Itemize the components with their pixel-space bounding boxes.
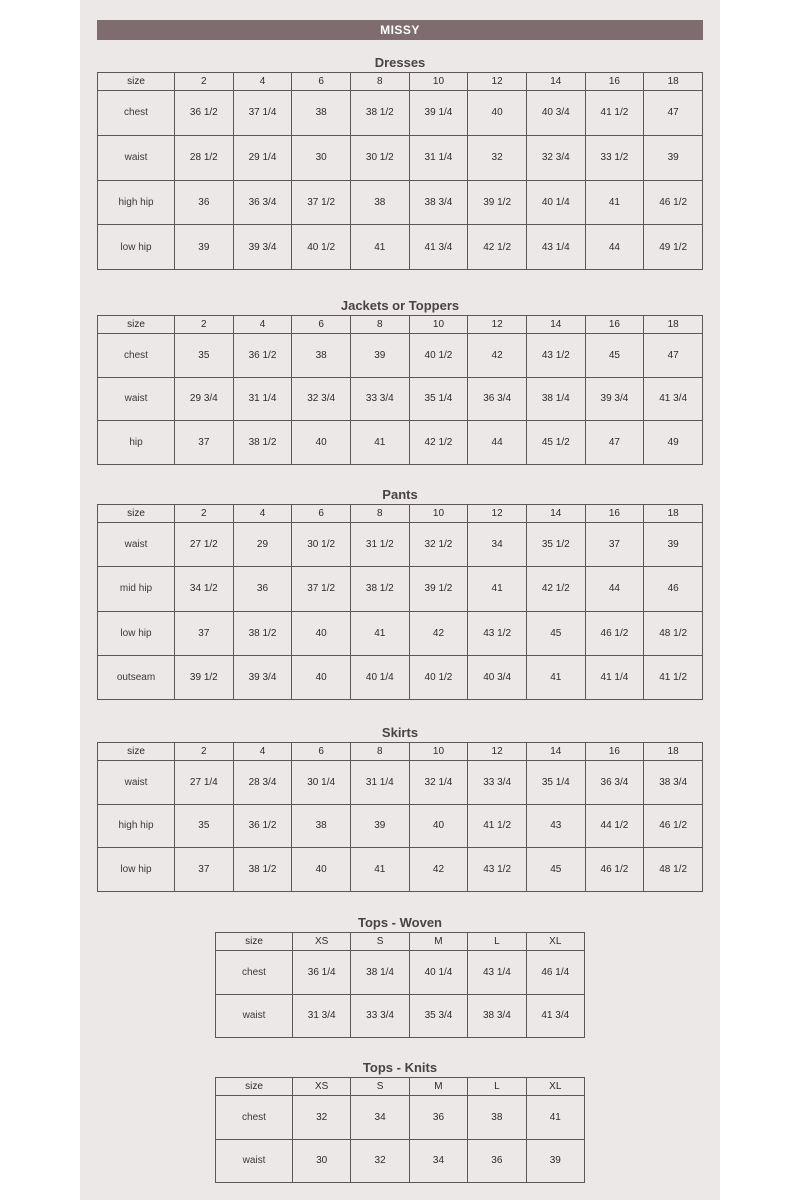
size-column-header: XL (526, 933, 584, 951)
measurement-value: 41 1/2 (644, 655, 703, 699)
measurement-value: 31 1/2 (350, 523, 409, 567)
measurement-value: 42 (409, 611, 468, 655)
table-row (216, 994, 585, 1038)
measurement-value: 45 (585, 334, 644, 378)
measurement-value: 42 1/2 (468, 225, 527, 270)
measurement-value: 36 1/2 (233, 804, 292, 848)
measurement-label: high hip (98, 804, 175, 848)
measurement-value: 35 3/4 (409, 994, 467, 1038)
measurement-value: 39 (350, 334, 409, 378)
table-header-row (216, 933, 585, 951)
measurement-value: 40 1/4 (526, 180, 585, 225)
measurement-value: 41 3/4 (644, 377, 703, 421)
measurement-value: 38 3/4 (644, 761, 703, 805)
measurement-value: 38 1/2 (233, 421, 292, 465)
measurement-value: 44 (585, 567, 644, 611)
measurement-value: 33 1/2 (585, 135, 644, 180)
table-row (98, 334, 703, 378)
measurement-value: 39 (644, 523, 703, 567)
measurement-value: 32 (351, 1139, 409, 1183)
measurement-value: 46 1/2 (644, 804, 703, 848)
measurement-value: 36 1/4 (293, 951, 351, 995)
measurement-value: 30 1/2 (350, 135, 409, 180)
measurement-label: hip (98, 421, 175, 465)
table-header-row (98, 316, 703, 334)
measurement-value: 41 (350, 421, 409, 465)
measurement-value: 40 3/4 (468, 655, 527, 699)
measurement-label: waist (98, 761, 175, 805)
measurement-value: 30 (292, 135, 351, 180)
measurement-value: 38 (292, 804, 351, 848)
size-column-header: 6 (292, 743, 351, 761)
measurement-value: 31 1/4 (409, 135, 468, 180)
size-column-header: 2 (175, 505, 234, 523)
measurement-value: 38 1/2 (350, 91, 409, 136)
measurement-value: 27 1/4 (175, 761, 234, 805)
size-column-header: 2 (175, 316, 234, 334)
measurement-value: 41 (585, 180, 644, 225)
measurement-value: 40 1/2 (409, 334, 468, 378)
measurement-value: 34 (468, 523, 527, 567)
measurement-value: 45 (526, 611, 585, 655)
size-column-header: 12 (468, 316, 527, 334)
measurement-value: 37 (585, 523, 644, 567)
section-title-dresses: Dresses (374, 55, 426, 70)
size-column-header: 8 (350, 505, 409, 523)
measurement-value: 40 1/2 (292, 225, 351, 270)
measurement-value: 40 (292, 421, 351, 465)
measurement-value: 46 1/2 (644, 180, 703, 225)
size-column-header: 12 (468, 743, 527, 761)
measurement-value: 48 1/2 (644, 611, 703, 655)
table-row (98, 225, 703, 270)
measurement-value: 40 1/4 (350, 655, 409, 699)
measurement-value: 39 1/2 (409, 567, 468, 611)
measurement-value: 41 (526, 1096, 584, 1140)
measurement-value: 36 1/2 (175, 91, 234, 136)
size-column-header: XS (293, 1078, 351, 1096)
measurement-value: 41 3/4 (409, 225, 468, 270)
measurement-value: 42 1/2 (526, 567, 585, 611)
measurement-value: 33 3/4 (351, 994, 409, 1038)
size-column-header: 16 (585, 743, 644, 761)
measurement-value: 39 (350, 804, 409, 848)
measurement-value: 41 (350, 611, 409, 655)
size-column-header: 4 (233, 743, 292, 761)
size-column-header: 14 (526, 73, 585, 91)
table-tops-woven (215, 932, 585, 1038)
measurement-value: 41 1/4 (585, 655, 644, 699)
measurement-value: 30 1/4 (292, 761, 351, 805)
measurement-label: high hip (98, 180, 175, 225)
measurement-value: 40 3/4 (526, 91, 585, 136)
measurement-value: 38 1/2 (233, 611, 292, 655)
section-title-skirts: Skirts (381, 725, 419, 740)
measurement-value: 46 (644, 567, 703, 611)
measurement-value: 45 (526, 848, 585, 892)
size-column-header: 6 (292, 505, 351, 523)
table-row (98, 180, 703, 225)
measurement-value: 33 3/4 (468, 761, 527, 805)
measurement-value: 32 (468, 135, 527, 180)
table-row (98, 135, 703, 180)
measurement-value: 39 1/2 (175, 655, 234, 699)
size-header-cell: size (98, 505, 175, 523)
measurement-value: 34 (409, 1139, 467, 1183)
size-column-header: 12 (468, 73, 527, 91)
measurement-value: 32 3/4 (292, 377, 351, 421)
table-row (98, 804, 703, 848)
size-column-header: 10 (409, 743, 468, 761)
measurement-value: 35 1/2 (526, 523, 585, 567)
measurement-value: 36 (409, 1096, 467, 1140)
size-column-header: L (468, 1078, 526, 1096)
measurement-value: 44 (585, 225, 644, 270)
size-header-cell: size (98, 743, 175, 761)
measurement-value: 32 3/4 (526, 135, 585, 180)
size-header-cell: size (216, 933, 293, 951)
measurement-value: 43 1/2 (468, 611, 527, 655)
size-column-header: M (409, 933, 467, 951)
measurement-value: 40 1/2 (409, 655, 468, 699)
measurement-label: waist (216, 994, 293, 1038)
measurement-value: 46 1/4 (526, 951, 584, 995)
size-column-header: 6 (292, 73, 351, 91)
measurement-value: 37 (175, 421, 234, 465)
measurement-label: waist (98, 135, 175, 180)
size-column-header: 18 (644, 505, 703, 523)
measurement-value: 37 1/4 (233, 91, 292, 136)
measurement-value: 43 1/4 (468, 951, 526, 995)
measurement-value: 41 (350, 225, 409, 270)
measurement-value: 42 (468, 334, 527, 378)
size-column-header: S (351, 1078, 409, 1096)
measurement-value: 38 (292, 334, 351, 378)
size-column-header: 2 (175, 73, 234, 91)
table-row (98, 655, 703, 699)
measurement-value: 37 (175, 848, 234, 892)
table-row (98, 91, 703, 136)
measurement-value: 36 3/4 (233, 180, 292, 225)
measurement-value: 38 3/4 (468, 994, 526, 1038)
table-row (98, 377, 703, 421)
size-column-header: 10 (409, 505, 468, 523)
measurement-value: 28 3/4 (233, 761, 292, 805)
measurement-label: chest (216, 1096, 293, 1140)
measurement-value: 33 3/4 (350, 377, 409, 421)
size-column-header: 10 (409, 73, 468, 91)
table-tops-knits (215, 1077, 585, 1183)
measurement-value: 37 (175, 611, 234, 655)
size-column-header: 16 (585, 73, 644, 91)
measurement-value: 36 3/4 (468, 377, 527, 421)
measurement-value: 36 1/2 (233, 334, 292, 378)
missy-banner: MISSY (97, 20, 703, 40)
table-row (216, 1139, 585, 1183)
table-row (98, 567, 703, 611)
table-header-row (216, 1078, 585, 1096)
size-column-header: 14 (526, 316, 585, 334)
size-column-header: 14 (526, 743, 585, 761)
measurement-value: 32 1/2 (409, 523, 468, 567)
measurement-value: 29 1/4 (233, 135, 292, 180)
measurement-value: 38 3/4 (409, 180, 468, 225)
size-column-header: 8 (350, 73, 409, 91)
size-column-header: 4 (233, 316, 292, 334)
measurement-value: 30 (293, 1139, 351, 1183)
size-column-header: 14 (526, 505, 585, 523)
table-row (98, 523, 703, 567)
measurement-value: 32 (293, 1096, 351, 1140)
size-column-header: 4 (233, 505, 292, 523)
size-column-header: 18 (644, 743, 703, 761)
measurement-value: 39 (644, 135, 703, 180)
measurement-value: 38 (292, 91, 351, 136)
measurement-value: 36 3/4 (585, 761, 644, 805)
measurement-value: 37 1/2 (292, 180, 351, 225)
measurement-label: low hip (98, 225, 175, 270)
measurement-value: 34 1/2 (175, 567, 234, 611)
size-column-header: 18 (644, 316, 703, 334)
size-header-cell: size (98, 73, 175, 91)
measurement-value: 36 (175, 180, 234, 225)
measurement-value: 42 1/2 (409, 421, 468, 465)
section-title-pants: Pants (382, 487, 418, 502)
table-row (98, 848, 703, 892)
measurement-value: 29 3/4 (175, 377, 234, 421)
size-column-header: 10 (409, 316, 468, 334)
measurement-value: 35 (175, 334, 234, 378)
measurement-value: 41 (526, 655, 585, 699)
measurement-label: mid hip (98, 567, 175, 611)
measurement-value: 31 3/4 (293, 994, 351, 1038)
measurement-value: 47 (644, 334, 703, 378)
measurement-label: low hip (98, 611, 175, 655)
measurement-value: 48 1/2 (644, 848, 703, 892)
table-row (98, 421, 703, 465)
measurement-value: 38 1/4 (351, 951, 409, 995)
section-title-tops-woven: Tops - Woven (357, 915, 443, 930)
measurement-label: chest (216, 951, 293, 995)
measurement-value: 40 1/4 (409, 951, 467, 995)
measurement-label: chest (98, 91, 175, 136)
measurement-value: 38 1/2 (233, 848, 292, 892)
measurement-value: 27 1/2 (175, 523, 234, 567)
measurement-value: 30 1/2 (292, 523, 351, 567)
table-header-row (98, 505, 703, 523)
table-dresses (97, 72, 703, 270)
measurement-value: 49 1/2 (644, 225, 703, 270)
section-title-jackets: Jackets or Toppers (340, 298, 460, 313)
measurement-value: 36 (233, 567, 292, 611)
table-pants (97, 504, 703, 700)
measurement-label: chest (98, 334, 175, 378)
size-header-cell: size (98, 316, 175, 334)
measurement-value: 29 (233, 523, 292, 567)
measurement-value: 44 1/2 (585, 804, 644, 848)
size-column-header: XL (526, 1078, 584, 1096)
table-row (98, 611, 703, 655)
measurement-value: 36 (468, 1139, 526, 1183)
table-row (98, 761, 703, 805)
measurement-value: 34 (351, 1096, 409, 1140)
size-column-header: 8 (350, 316, 409, 334)
measurement-value: 41 1/2 (585, 91, 644, 136)
measurement-value: 41 (468, 567, 527, 611)
measurement-label: low hip (98, 848, 175, 892)
table-header-row (98, 73, 703, 91)
measurement-value: 39 3/4 (585, 377, 644, 421)
measurement-value: 41 3/4 (526, 994, 584, 1038)
measurement-value: 39 3/4 (233, 655, 292, 699)
size-column-header: S (351, 933, 409, 951)
measurement-value: 40 (292, 655, 351, 699)
measurement-value: 46 1/2 (585, 611, 644, 655)
size-column-header: 16 (585, 505, 644, 523)
size-column-header: XS (293, 933, 351, 951)
measurement-value: 35 1/4 (409, 377, 468, 421)
measurement-value: 40 (292, 611, 351, 655)
measurement-value: 44 (468, 421, 527, 465)
measurement-value: 31 1/4 (350, 761, 409, 805)
measurement-value: 28 1/2 (175, 135, 234, 180)
measurement-value: 38 (350, 180, 409, 225)
measurement-value: 35 (175, 804, 234, 848)
measurement-value: 37 1/2 (292, 567, 351, 611)
measurement-value: 43 (526, 804, 585, 848)
table-row (216, 951, 585, 995)
size-column-header: M (409, 1078, 467, 1096)
measurement-value: 43 1/2 (526, 334, 585, 378)
measurement-value: 43 1/4 (526, 225, 585, 270)
measurement-value: 39 1/2 (468, 180, 527, 225)
measurement-value: 42 (409, 848, 468, 892)
table-row (216, 1096, 585, 1140)
measurement-label: outseam (98, 655, 175, 699)
measurement-value: 43 1/2 (468, 848, 527, 892)
measurement-value: 40 (409, 804, 468, 848)
size-column-header: 4 (233, 73, 292, 91)
measurement-value: 46 1/2 (585, 848, 644, 892)
measurement-label: waist (98, 523, 175, 567)
measurement-value: 39 (526, 1139, 584, 1183)
size-column-header: 6 (292, 316, 351, 334)
measurement-value: 39 (175, 225, 234, 270)
measurement-value: 31 1/4 (233, 377, 292, 421)
table-skirts (97, 742, 703, 892)
size-column-header: 8 (350, 743, 409, 761)
table-jackets-or-toppers (97, 315, 703, 465)
size-header-cell: size (216, 1078, 293, 1096)
measurement-value: 38 1/2 (350, 567, 409, 611)
measurement-value: 32 1/4 (409, 761, 468, 805)
size-column-header: 16 (585, 316, 644, 334)
measurement-value: 47 (585, 421, 644, 465)
measurement-value: 47 (644, 91, 703, 136)
measurement-value: 38 1/4 (526, 377, 585, 421)
section-title-tops-knits: Tops - Knits (362, 1060, 438, 1075)
measurement-value: 41 1/2 (468, 804, 527, 848)
measurement-value: 40 (292, 848, 351, 892)
table-header-row (98, 743, 703, 761)
size-column-header: L (468, 933, 526, 951)
measurement-value: 39 1/4 (409, 91, 468, 136)
measurement-value: 40 (468, 91, 527, 136)
measurement-value: 38 (468, 1096, 526, 1140)
measurement-value: 41 (350, 848, 409, 892)
size-column-header: 12 (468, 505, 527, 523)
measurement-label: waist (98, 377, 175, 421)
size-column-header: 2 (175, 743, 234, 761)
measurement-value: 39 3/4 (233, 225, 292, 270)
size-column-header: 18 (644, 73, 703, 91)
measurement-label: waist (216, 1139, 293, 1183)
measurement-value: 45 1/2 (526, 421, 585, 465)
measurement-value: 49 (644, 421, 703, 465)
measurement-value: 35 1/4 (526, 761, 585, 805)
